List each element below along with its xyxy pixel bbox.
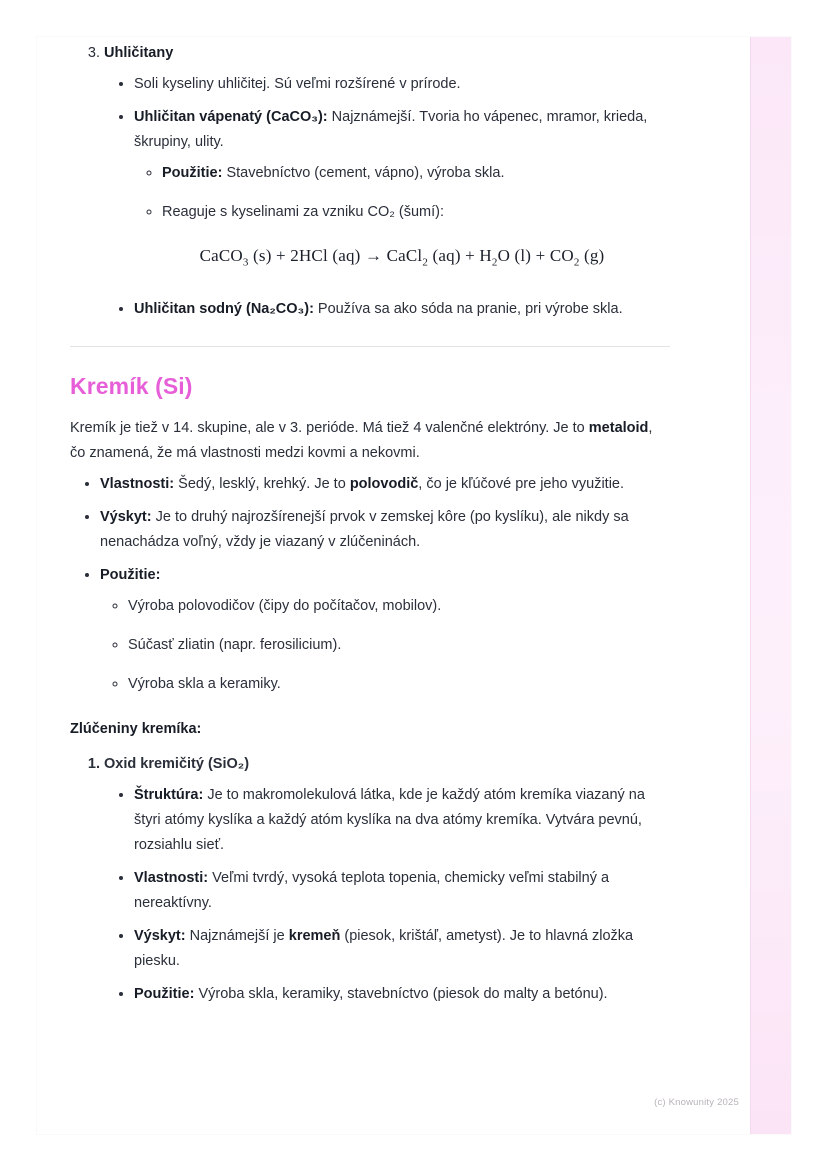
bullet-text-b: (piesok, krištáľ, ametyst). Je to hlavná zložka piesku. <box>134 928 634 970</box>
bullet-lead: Uhličitan sodný (Na₂CO₃): <box>134 301 314 318</box>
list-item <box>134 924 670 974</box>
bullet-lead: Výskyt: <box>100 509 152 526</box>
list-item <box>134 72 670 97</box>
bullet-bold-b: polovodič <box>349 476 419 493</box>
pouzitie-subbullets <box>100 594 670 697</box>
intro-bold: metaloid <box>588 420 649 437</box>
list-item <box>134 866 670 916</box>
list-item <box>162 161 670 186</box>
list-item <box>134 783 670 858</box>
bullet-text-b: , čo je kľúčové pre jeho využitie. <box>418 476 625 493</box>
bullet-text: Soli kyseliny uhličitej. Sú veľmi rozšírené v prírode. <box>134 76 461 92</box>
intro-paragraph <box>70 416 670 466</box>
list-item <box>128 633 670 658</box>
list-item <box>134 982 670 1007</box>
bullet-lead: Štruktúra: <box>134 787 204 804</box>
bullet-text: Výroba skla, keramiky, stavebníctvo (piesok do malty a betónu). <box>194 986 608 1003</box>
subbullet-text: Súčasť zliatin (napr. ferosilicium). <box>128 637 342 654</box>
bullet-lead: Výskyt: <box>134 928 186 945</box>
subbullet-text: Výroba polovodičov (čipy do počítačov, mobilov). <box>128 598 442 615</box>
document-page <box>37 37 791 1134</box>
bullet-text-a: Šedý, lesklý, krehký. Je to <box>174 476 350 493</box>
bullet-text: Je to druhý najrozšírenejší prvok v zemskej kôre (po kyslíku), ale nikdy sa nenachádza voľný, vždy je viazaný v zlúčeninách. <box>100 509 629 551</box>
section-divider <box>70 346 670 347</box>
list-item <box>100 472 670 497</box>
subbullet-lead: Použitie: <box>162 165 223 181</box>
bullet-text: Používa sa ako sóda na pranie, pri výrobe skla. <box>313 301 623 318</box>
bullet-text: Veľmi tvrdý, vysoká teplota topenia, chemicky veľmi stabilný a nereaktívny. <box>134 870 610 912</box>
compounds-list <box>70 752 670 1007</box>
page-title: Kremík (Si) <box>70 373 193 400</box>
bullet-text: Je to makromolekulová látka, kde je každý atóm kremíka viazaný na štyri atómy kyslíka a každý atóm kyslíka na dva atómy kremíka. Vytvára pevnú, rozsiahlu sieť. <box>134 787 645 854</box>
list-item <box>100 563 670 697</box>
subbullet-text: Reaguje s kyselinami za vzniku CO₂ (šumí): <box>162 204 445 220</box>
chemical-equation: CaCO$_3$ (s) + 2HCl (aq) → CaCl$_2$ $(aq) + H_2O$ $(l) + CO_2$ (g) <box>199 246 605 269</box>
bullet-lead: Uhličitan vápenatý (CaCO₃): <box>134 109 328 125</box>
list-item <box>134 297 670 322</box>
copyright-credit: (c) Knowunity 2025 <box>654 1097 739 1108</box>
section-heading-item <box>104 41 670 322</box>
compound-title: Oxid kremičitý (SiO₂) <box>104 756 250 773</box>
decorative-pink-band <box>750 37 791 1134</box>
list-item <box>134 105 670 275</box>
bullet-lead: Použitie: <box>100 567 161 584</box>
bullet-lead: Vlastnosti: <box>100 476 175 493</box>
document-content <box>70 37 670 1015</box>
section-title: Uhličitany <box>104 45 174 61</box>
list-item <box>128 594 670 619</box>
bullet-lead: Vlastnosti: <box>134 870 209 887</box>
list-item <box>104 752 670 1007</box>
subbullet-text: Výroba skla a keramiky. <box>128 676 281 693</box>
bullet-text-a: Najznámejší je <box>185 928 289 945</box>
compounds-label: Zlúčeniny kremíka: <box>70 721 202 738</box>
intro-text-a: Kremík je tiež v 14. skupine, ale v 3. perióde. Má tiež 4 valenčné elektróny. Je to <box>70 420 589 437</box>
bullet-text: Najznámejší. Tvoria ho vápenec, mramor, krieda, škrupiny, ulity. <box>134 109 648 150</box>
kremik-bullets <box>70 472 670 697</box>
bullet-lead: Použitie: <box>134 986 195 1003</box>
list-item <box>128 672 670 697</box>
bullet-bold-b: kremeň <box>288 928 341 945</box>
list-item <box>100 505 670 555</box>
sio2-bullets <box>104 783 670 1007</box>
section-uhlicitany <box>70 41 670 322</box>
list-item <box>162 200 670 225</box>
subbullet-text: Stavebníctvo (cement, vápno), výroba skla. <box>222 165 505 181</box>
uhlicitany-bullets <box>104 72 670 322</box>
intro-text-b: , čo znamená, že má vlastnosti medzi kovmi a nekovmi. <box>70 420 653 462</box>
uhlicitan-vapenaty-subbullets <box>134 161 670 225</box>
